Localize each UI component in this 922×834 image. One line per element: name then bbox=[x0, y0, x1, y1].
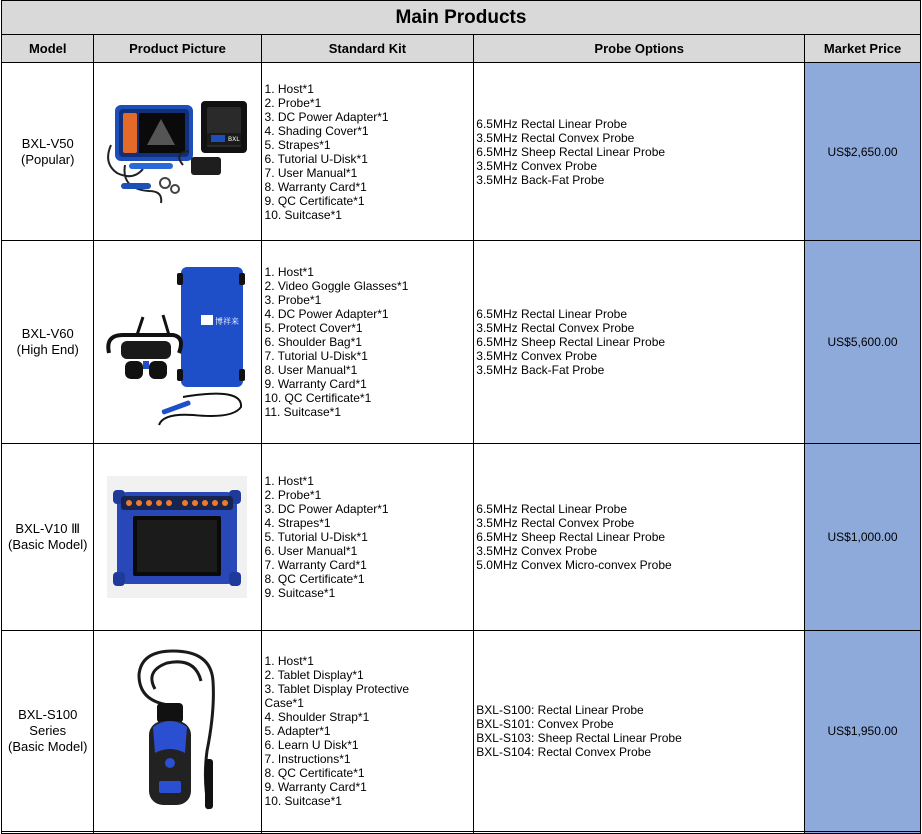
table-row bbox=[2, 631, 921, 832]
probes-cell bbox=[474, 63, 805, 241]
model-subtitle: (Popular) bbox=[20, 151, 75, 167]
kit-item: 8. QC Certificate*1 bbox=[264, 572, 365, 586]
probes-cell bbox=[474, 241, 805, 444]
kit-item: 1. Host*1 bbox=[264, 474, 314, 488]
model-name: BXL-V10 Ⅲ bbox=[15, 521, 81, 536]
kit-item: 1. Host*1 bbox=[264, 265, 314, 279]
header-model: Model bbox=[2, 35, 94, 63]
probe-item: 6.5MHz Rectal Linear Probe bbox=[476, 116, 628, 131]
kit-item: 4. Shading Cover*1 bbox=[264, 123, 369, 138]
model-name: BXL-V50 bbox=[21, 135, 74, 151]
kit-cell bbox=[261, 631, 474, 832]
product-picture bbox=[94, 241, 261, 444]
probes-cell bbox=[474, 631, 805, 832]
bxl-s100-image bbox=[103, 641, 251, 821]
kit-item: 7. Warranty Card*1 bbox=[264, 558, 367, 572]
probe-item: BXL-S100: Rectal Linear Probe bbox=[476, 703, 644, 717]
probe-item: 3.5MHz Back-Fat Probe bbox=[476, 363, 605, 377]
kit-item: 5. Adapter*1 bbox=[264, 724, 331, 738]
kit-item: 11. Suitcase*1 bbox=[264, 405, 342, 419]
kit-item: 6. Learn U Disk*1 bbox=[264, 738, 359, 752]
table-title: Main Products bbox=[2, 1, 921, 35]
model-subtitle: (Basic Model) bbox=[7, 739, 88, 754]
price-cell: US$2,650.00 bbox=[805, 63, 921, 241]
kit-item: 4. Shoulder Strap*1 bbox=[264, 710, 370, 724]
price-cell: US$1,950.00 bbox=[805, 631, 921, 832]
kit-item: 9. Warranty Card*1 bbox=[264, 377, 367, 391]
probe-item: BXL-S104: Rectal Convex Probe bbox=[476, 745, 652, 759]
probes-cell bbox=[474, 444, 805, 631]
probe-item: 3.5MHz Convex Probe bbox=[476, 349, 598, 363]
probe-item: 6.5MHz Sheep Rectal Linear Probe bbox=[476, 530, 666, 544]
kit-item: 7. Instructions*1 bbox=[264, 752, 351, 766]
model-cell bbox=[2, 631, 94, 832]
probe-item: 3.5MHz Rectal Convex Probe bbox=[476, 130, 635, 145]
header-probes: Probe Options bbox=[474, 35, 805, 63]
table-row bbox=[2, 63, 921, 241]
kit-item: 3. DC Power Adapter*1 bbox=[264, 109, 389, 124]
header-price: Market Price bbox=[805, 35, 921, 63]
kit-item: 9. QC Certificate*1 bbox=[264, 193, 365, 208]
kit-item: 1. Host*1 bbox=[264, 81, 314, 96]
kit-item: Case*1 bbox=[264, 696, 304, 710]
kit-item: 10. QC Certificate*1 bbox=[264, 391, 372, 405]
probe-item: 3.5MHz Rectal Convex Probe bbox=[476, 516, 635, 530]
model-cell bbox=[2, 241, 94, 444]
probe-item: BXL-S101: Convex Probe bbox=[476, 717, 614, 731]
kit-item: 2. Probe*1 bbox=[264, 488, 322, 502]
kit-item: 5. Strapes*1 bbox=[264, 137, 331, 152]
probe-item: 6.5MHz Rectal Linear Probe bbox=[476, 307, 628, 321]
bxl-v50-image bbox=[103, 93, 251, 211]
probe-item: 3.5MHz Convex Probe bbox=[476, 158, 598, 173]
model-name: BXL-S100 bbox=[18, 707, 78, 722]
kit-item: 3. Probe*1 bbox=[264, 293, 322, 307]
kit-item: 6. User Manual*1 bbox=[264, 544, 358, 558]
kit-item: 4. Strapes*1 bbox=[264, 516, 331, 530]
kit-item: 2. Tablet Display*1 bbox=[264, 668, 364, 682]
kit-item: 7. User Manual*1 bbox=[264, 165, 358, 180]
kit-item: 1. Host*1 bbox=[264, 654, 314, 668]
kit-item: 6. Shoulder Bag*1 bbox=[264, 335, 362, 349]
product-picture bbox=[94, 631, 261, 832]
table-row bbox=[2, 444, 921, 631]
probe-item: 3.5MHz Convex Probe bbox=[476, 544, 598, 558]
bxl-v60-image bbox=[103, 257, 251, 427]
kit-cell bbox=[261, 63, 474, 241]
kit-item: 9. Warranty Card*1 bbox=[264, 780, 367, 794]
table-row bbox=[2, 241, 921, 444]
cover-logo: BXL bbox=[228, 135, 241, 143]
price-cell: US$1,000.00 bbox=[805, 444, 921, 631]
host-logo: 博祥来 bbox=[215, 317, 240, 326]
kit-item: 4. DC Power Adapter*1 bbox=[264, 307, 389, 321]
probe-item: 6.5MHz Sheep Rectal Linear Probe bbox=[476, 335, 666, 349]
header-kit: Standard Kit bbox=[261, 35, 474, 63]
kit-item: 10. Suitcase*1 bbox=[264, 794, 342, 808]
kit-item: 9. Suitcase*1 bbox=[264, 586, 336, 600]
header-row bbox=[2, 35, 921, 63]
model-subtitle: (Basic Model) bbox=[7, 537, 88, 552]
header-picture: Product Picture bbox=[94, 35, 261, 63]
kit-item: 3. Tablet Display Protective bbox=[264, 682, 410, 696]
kit-item: 5. Tutorial U-Disk*1 bbox=[264, 530, 368, 544]
product-picture bbox=[94, 63, 261, 241]
kit-item: 8. Warranty Card*1 bbox=[264, 179, 367, 194]
kit-item: 2. Probe*1 bbox=[264, 95, 322, 110]
probe-item: BXL-S103: Sheep Rectal Linear Probe bbox=[476, 731, 682, 745]
model-name: BXL-V60 bbox=[21, 326, 74, 341]
kit-item: 5. Protect Cover*1 bbox=[264, 321, 363, 335]
kit-item: 3. DC Power Adapter*1 bbox=[264, 502, 389, 516]
probe-item: 3.5MHz Back-Fat Probe bbox=[476, 172, 605, 187]
kit-item: 7. Tutorial U-Disk*1 bbox=[264, 349, 368, 363]
model-subtitle: Series bbox=[29, 723, 67, 738]
price-cell: US$5,600.00 bbox=[805, 241, 921, 444]
kit-item: 6. Tutorial U-Disk*1 bbox=[264, 151, 368, 166]
bxl-v10-image bbox=[103, 472, 251, 602]
kit-item: 8. User Manual*1 bbox=[264, 363, 358, 377]
model-cell bbox=[2, 63, 94, 241]
kit-item: 2. Video Goggle Glasses*1 bbox=[264, 279, 409, 293]
probe-item: 6.5MHz Sheep Rectal Linear Probe bbox=[476, 144, 666, 159]
kit-item: 10. Suitcase*1 bbox=[264, 207, 342, 222]
product-picture bbox=[94, 444, 261, 631]
probe-item: 6.5MHz Rectal Linear Probe bbox=[476, 502, 628, 516]
model-subtitle: (High End) bbox=[16, 342, 79, 357]
products-table bbox=[1, 0, 921, 834]
probe-item: 5.0MHz Convex Micro-convex Probe bbox=[476, 558, 672, 572]
kit-cell bbox=[261, 444, 474, 631]
model-cell bbox=[2, 444, 94, 631]
kit-cell bbox=[261, 241, 474, 444]
probe-item: 3.5MHz Rectal Convex Probe bbox=[476, 321, 635, 335]
kit-item: 8. QC Certificate*1 bbox=[264, 766, 365, 780]
